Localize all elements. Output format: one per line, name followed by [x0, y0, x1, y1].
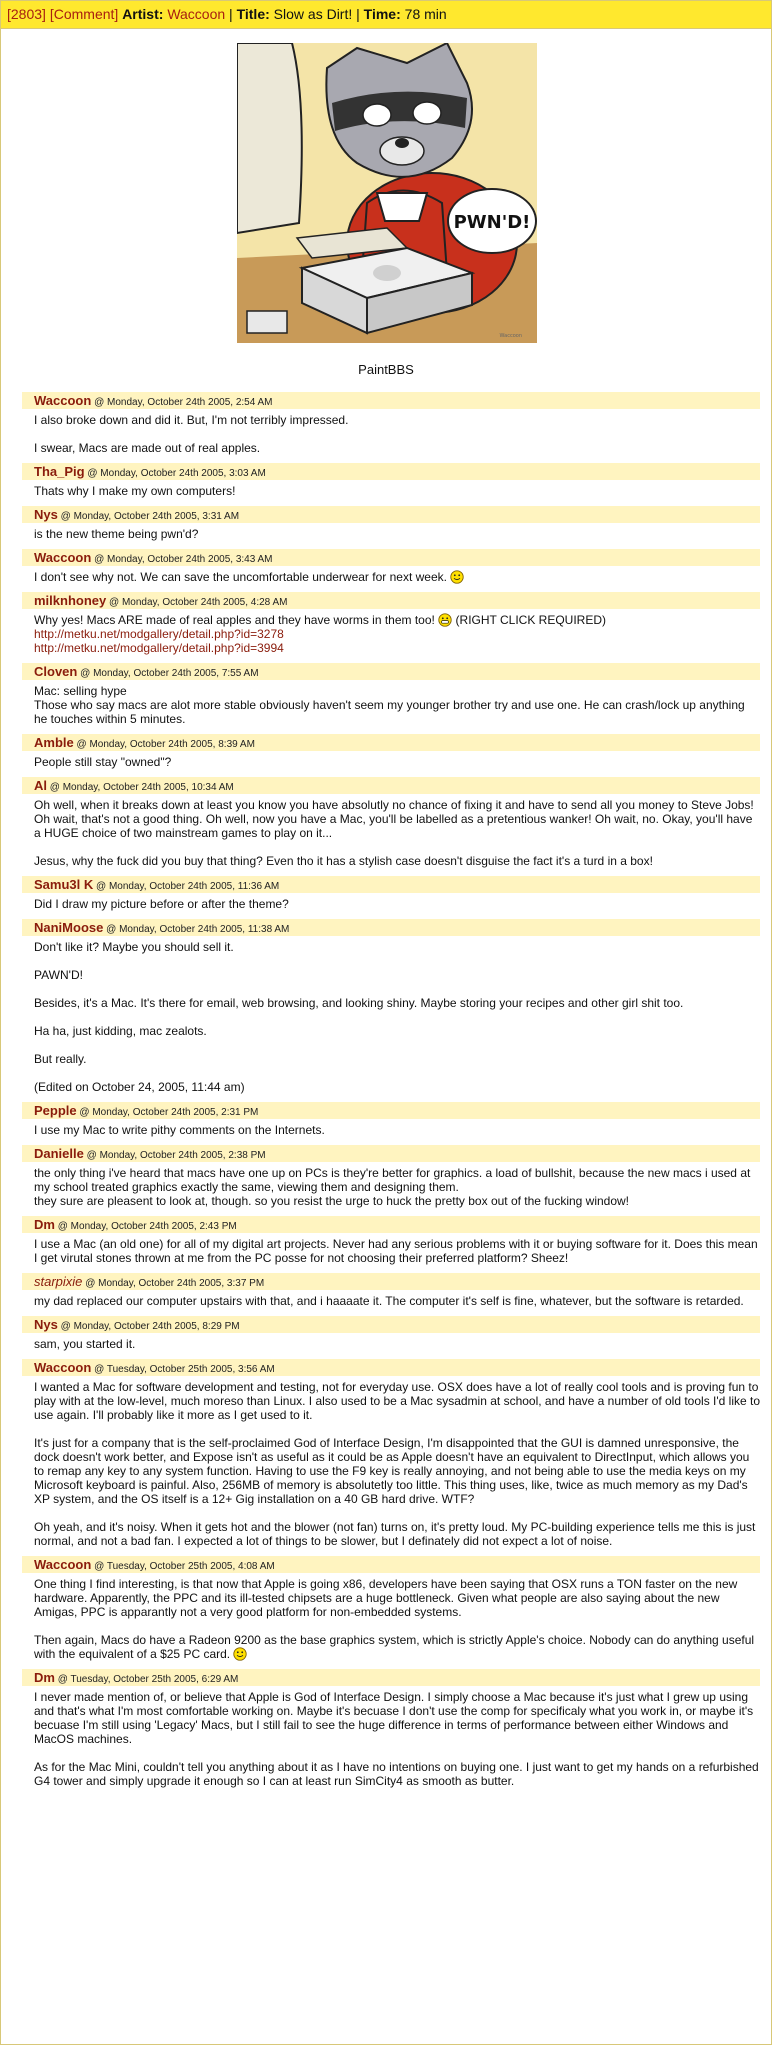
comment-header: Waccoon @ Monday, October 24th 2005, 2:54 AM: [22, 392, 760, 409]
comment-line: (Edited on October 24, 2005, 11:44 am): [34, 1080, 245, 1094]
comment-date: Monday, October 24th 2005, 2:38 PM: [99, 1150, 266, 1161]
comment-body: [22, 1162, 760, 1208]
comment-line: As for the Mac Mini, couldn't tell you anything about it as I have no intentions on buying one. I just want to get my hands on a refurbished G4 tower and simply upgrade it enough so I can at least run SimCity4 as smooth as butter.: [34, 1760, 759, 1788]
comment-text: [34, 1633, 760, 1661]
comment-author[interactable]: Waccoon: [34, 550, 92, 565]
art-cable-box: [247, 311, 287, 333]
comment-author[interactable]: starpixie: [34, 1274, 83, 1289]
comment-line: Those who say macs are alot more stable obviously haven't seem my younger brother try and use one. He can crash/lock up anything he touches within 5 minutes.: [34, 698, 745, 726]
comment-text: [34, 1080, 760, 1094]
comment-header: Al @ Monday, October 24th 2005, 10:34 AM: [22, 777, 760, 794]
comment-text: [34, 798, 760, 840]
paragraph-gap: [34, 1038, 760, 1052]
comment-body: [22, 566, 760, 584]
comment-line: they sure are pleasent to look at, though. so you resist the urge to huck the pretty box out of the fucking window!: [34, 1194, 630, 1208]
comment-link[interactable]: http://metku.net/modgallery/detail.php?id=3994: [34, 641, 284, 655]
comment-text: [34, 1520, 760, 1548]
comment-text: [34, 1380, 760, 1422]
comment-body: [22, 893, 760, 911]
grin-smiley-icon: [438, 613, 452, 627]
art-speech-text: PWN'D!: [453, 212, 531, 233]
comment-text: [34, 996, 760, 1010]
comment-header: milknhoney @ Monday, October 24th 2005, 4:28 AM: [22, 592, 760, 609]
comment-line: One thing I find interesting, is that now that Apple is going x86, developers have been saying that OSX runs a TON faster on the new hardware. Apparently, the PPC and its ill-tested chipsets are a huge bottleneck. Given what people are also saying about the new Amigas, PPC is apparantly not a very good platform for non-embedded systems.: [34, 1577, 738, 1619]
comment-text: [34, 1577, 760, 1619]
paragraph-gap: [34, 840, 760, 854]
comment-line: Then again, Macs do have a Radeon 9200 as the base graphics system, which is strictly Apple's choice. Nobody can do anything useful with the equivalent of a $25 PC card.: [34, 1633, 755, 1661]
comment-author[interactable]: NaniMoose: [34, 920, 104, 935]
comment-text: [34, 1123, 760, 1137]
comment-line: Ha ha, just kidding, mac zealots.: [34, 1024, 207, 1038]
comment-text: [34, 1760, 760, 1788]
paragraph-gap: [34, 1746, 760, 1760]
comment-author[interactable]: Samu3l K: [34, 877, 94, 892]
comment-date: Monday, October 24th 2005, 2:43 PM: [70, 1221, 237, 1232]
comment-date: Tuesday, October 25th 2005, 6:29 AM: [70, 1674, 239, 1685]
comment-header: Dm @ Monday, October 24th 2005, 2:43 PM: [22, 1216, 760, 1233]
comment: [22, 549, 760, 584]
comment-author[interactable]: Dm: [34, 1217, 55, 1232]
comment-header: Samu3l K @ Monday, October 24th 2005, 11:36 AM: [22, 876, 760, 893]
comment-line: I use a Mac (an old one) for all of my digital art projects. Never had any serious problems with it or buying software for it. Does this mean I get virutal stones thrown at me from the PC posse for not choosing their preferred platform? Sheez!: [34, 1237, 758, 1265]
comment-header: Nys @ Monday, October 24th 2005, 3:31 AM: [22, 506, 760, 523]
comment-text: [34, 968, 760, 982]
paragraph-gap: [34, 1506, 760, 1520]
comment-line: I wanted a Mac for software development and testing, not for everyday use. OSX does have a lot of really cool tools and is proving fun to play with at the low-level, much moreso than Linux. I also used to be a Mac sysadmin at school, and have a number of old tools I'd like to use again. I'll probably like it more as I get used to it.: [34, 1380, 761, 1422]
comment: [22, 1216, 760, 1265]
header-separator: |: [229, 6, 233, 22]
comment-date: Monday, October 24th 2005, 3:03 AM: [100, 468, 266, 479]
comment-date: Monday, October 24th 2005, 11:38 AM: [119, 924, 290, 935]
comment-author[interactable]: Danielle: [34, 1146, 84, 1161]
comment-header: Pepple @ Monday, October 24th 2005, 2:31 PM: [22, 1102, 760, 1119]
comment-author[interactable]: Waccoon: [34, 1557, 92, 1572]
header-separator: |: [356, 6, 360, 22]
paragraph-gap: [34, 1066, 760, 1080]
comment-link-row: [34, 641, 760, 655]
artwork-title: Slow as Dirt!: [273, 6, 353, 22]
comment-header: Waccoon @ Monday, October 24th 2005, 3:43 AM: [22, 549, 760, 566]
comment-line: Did I draw my picture before or after the theme?: [34, 897, 289, 911]
artwork-caption: PaintBBS: [358, 362, 414, 377]
artist-link[interactable]: Waccoon: [167, 6, 226, 22]
comment: [22, 1316, 760, 1351]
comment-header: starpixie @ Monday, October 24th 2005, 3:37 PM: [22, 1273, 760, 1290]
comment-date: Monday, October 24th 2005, 8:29 PM: [73, 1321, 240, 1332]
comment-line: Oh well, when it breaks down at least you know you have absolutly no chance of fixing it and have to send all you money to Steve Jobs! Oh wait, that's not a good thing. Oh well, now you have a Mac, you'll be labelled as a pretentious wanker! Oh wait, no. Okay, you'll have a HUGE choice of two mainstream games to play on it...: [34, 798, 754, 840]
comment-text: [34, 1436, 760, 1506]
comment-body: [22, 1290, 760, 1308]
comment-text: [34, 1237, 760, 1265]
comment: [22, 506, 760, 541]
comment-link-row: [34, 627, 760, 641]
comment-line: I swear, Macs are made out of real apples.: [34, 441, 261, 455]
comment-line: I never made mention of, or believe that Apple is God of Interface Design. I simply choose a Mac because it's just what I grew up using and that's what I'm most comfortable working on. Maybe it's becuase I don't use the comp for specificaly what you work in, or maybe it's becuase I'm still using 'Legacy' Macs, but I still fail to see the huge difference in terms of performance between either Windows and MacOS machines.: [34, 1690, 754, 1746]
comment-body: [22, 523, 760, 541]
comment-link[interactable]: [Comment]: [49, 6, 119, 22]
comment-header: NaniMoose @ Monday, October 24th 2005, 11:38 AM: [22, 919, 760, 936]
comment-date: Monday, October 24th 2005, 11:36 AM: [108, 881, 280, 892]
comment-date: Monday, October 24th 2005, 3:37 PM: [98, 1278, 265, 1289]
comment-author[interactable]: Waccoon: [34, 393, 92, 408]
comment-line: I don't see why not. We can save the uncomfortable underwear for next week.: [34, 570, 447, 584]
comment-line: Why yes! Macs ARE made of real apples and they have worms in them too!: [34, 613, 435, 627]
time-label: Time:: [363, 6, 401, 22]
comment-date: Monday, October 24th 2005, 3:43 AM: [107, 554, 273, 565]
comment-line: Besides, it's a Mac. It's there for email, web browsing, and looking shiny. Maybe storing your recipes and other girl shit too.: [34, 996, 684, 1010]
comment-text: [34, 684, 760, 698]
art-eye-right: [413, 102, 441, 124]
post-id-link[interactable]: [2803]: [7, 6, 46, 22]
comment-body: [22, 409, 760, 455]
comment-author[interactable]: Tha_Pig: [34, 464, 85, 479]
comment-date: Monday, October 24th 2005, 4:28 AM: [121, 597, 288, 608]
comment-body: [22, 1686, 760, 1788]
comment-author[interactable]: Amble: [34, 735, 74, 750]
comment-author[interactable]: Waccoon: [34, 1360, 92, 1375]
comment-date: Monday, October 24th 2005, 2:31 PM: [92, 1107, 259, 1118]
comment-text: [34, 1052, 760, 1066]
comment-date: Monday, October 24th 2005, 3:31 AM: [73, 511, 240, 522]
comment-line: But really.: [34, 1052, 87, 1066]
comment-line: Mac: selling hype: [34, 684, 127, 698]
comment-author[interactable]: Nys: [34, 1317, 58, 1332]
comment-line: sam, you started it.: [34, 1337, 136, 1351]
comment-body: [22, 1573, 760, 1661]
comment-body: [22, 609, 760, 655]
comment-header: Waccoon @ Tuesday, October 25th 2005, 4:08 AM: [22, 1556, 760, 1573]
paragraph-gap: [34, 1422, 760, 1436]
comment-line: PAWN'D!: [34, 968, 83, 982]
comment: [22, 392, 760, 455]
comment-line: my dad replaced our computer upstairs with that, and i haaaate it. The computer it's self is fine, whatever, but the software is retarded.: [34, 1294, 744, 1308]
comment: [22, 777, 760, 868]
paragraph-gap: [34, 1619, 760, 1633]
art-eye-left: [363, 104, 391, 126]
comment-text: [34, 897, 760, 911]
paragraph-gap: [34, 954, 760, 968]
comment: [22, 1556, 760, 1661]
comment-body: [22, 936, 760, 1094]
comment-date: Tuesday, October 25th 2005, 4:08 AM: [106, 1561, 275, 1572]
comment-header: Nys @ Monday, October 24th 2005, 8:29 PM: [22, 1316, 760, 1333]
comment: [22, 734, 760, 769]
comment: [22, 919, 760, 1094]
comments-list: [22, 392, 760, 1796]
comment-author[interactable]: Pepple: [34, 1103, 77, 1118]
art-nose: [395, 138, 409, 148]
comment-text: [34, 441, 760, 455]
art-monitor: [237, 43, 302, 233]
comment-body: [22, 1119, 760, 1137]
comment-author[interactable]: milknhoney: [34, 593, 107, 608]
comment-line: the only thing i've heard that macs have one up on PCs is they're better for graphics. a load of bullshit, because the new macs i used at my school treated graphics exactly the same, viewing them and designing them.: [34, 1166, 751, 1194]
comment-text: [34, 613, 760, 627]
comment-text: [34, 854, 760, 868]
comment-note: (RIGHT CLICK REQUIRED): [455, 613, 607, 627]
paragraph-gap: [34, 427, 760, 441]
comment-text: [34, 1294, 760, 1308]
smiley-icon: [450, 570, 464, 584]
comment: [22, 1145, 760, 1208]
comment-date: Monday, October 24th 2005, 10:34 AM: [62, 782, 234, 793]
comment-author[interactable]: Al: [34, 778, 47, 793]
comment-link[interactable]: http://metku.net/modgallery/detail.php?id=3278: [34, 627, 284, 641]
paragraph-gap: [34, 982, 760, 996]
comment-line: Jesus, why the fuck did you buy that thing? Even tho it has a stylish case doesn't disguise the fact it's a turd in a box!: [34, 854, 653, 868]
art-collar: [377, 193, 427, 221]
comment-body: [22, 680, 760, 726]
comment-text: [34, 755, 760, 769]
comment-line: Thats why I make my own computers!: [34, 484, 236, 498]
comment-date: Monday, October 24th 2005, 8:39 AM: [89, 739, 255, 750]
comment-date: Tuesday, October 25th 2005, 3:56 AM: [106, 1364, 275, 1375]
comment-line: It's just for a company that is the self-proclaimed God of Interface Design, I'm disappointed that the GUI is damned unresponsive, the dock doesn't work better, and Expose isn't as useful as it could be as Apple doesn't have an equivalent to DirectInput, which allows you to remap any key to any system function. Having to use the F9 key is really annoying, and not being able to use the media keys on my Microsoft keyboard is painful. Also, 256MB of memory is absolutetly too little. This thing uses, like, twice as much memory as my Dad's XP system, and the OS itself is a 12+ Gig installation on a 40 GB hard drive. WTF?: [34, 1436, 750, 1506]
comment: [22, 463, 760, 498]
comment-text: [34, 570, 760, 584]
comment-text: [34, 1194, 760, 1208]
comment-body: [22, 751, 760, 769]
draw-time: 78 min: [404, 6, 447, 22]
comment-text: [34, 1166, 760, 1194]
comment-line: Oh yeah, and it's noisy. When it gets hot and the blower (not fan) turns on, it's pretty loud. My PC-building experience tells me this is just normal, and not a bad fan. I expected a lot of things to be slower, but I definately did not expect a lot of noise.: [34, 1520, 756, 1548]
comment-text: [34, 413, 760, 427]
comment-body: [22, 794, 760, 868]
comment-header: Tha_Pig @ Monday, October 24th 2005, 3:03 AM: [22, 463, 760, 480]
comment: [22, 876, 760, 911]
comment-date: Monday, October 24th 2005, 7:55 AM: [93, 668, 259, 679]
comment-author[interactable]: Dm: [34, 1670, 55, 1685]
comment-body: [22, 480, 760, 498]
comment-line: People still stay "owned"?: [34, 755, 172, 769]
comment: [22, 592, 760, 655]
comment-author[interactable]: Nys: [34, 507, 58, 522]
comment-text: [34, 484, 760, 498]
comment-date: Monday, October 24th 2005, 2:54 AM: [107, 397, 273, 408]
artist-label: Artist:: [122, 6, 164, 22]
title-label: Title:: [236, 6, 270, 22]
comment-text: [34, 940, 760, 954]
comment-body: [22, 1376, 760, 1548]
comment-text: [34, 1337, 760, 1351]
comment: [22, 663, 760, 726]
comment-line: I also broke down and did it. But, I'm not terribly impressed.: [34, 413, 349, 427]
comment-text: [34, 1024, 760, 1038]
comment-line: is the new theme being pwn'd?: [34, 527, 199, 541]
header-bar: [1, 1, 771, 29]
comment-text: [34, 698, 760, 726]
comment-header: Cloven @ Monday, October 24th 2005, 7:55 AM: [22, 663, 760, 680]
comment-line: Don't like it? Maybe you should sell it.: [34, 940, 234, 954]
artwork-image: [237, 43, 537, 343]
comment: [22, 1102, 760, 1137]
comment-text: [34, 527, 760, 541]
comment-text: [34, 1690, 760, 1746]
comment-author[interactable]: Cloven: [34, 664, 78, 679]
comment-header: Dm @ Tuesday, October 25th 2005, 6:29 AM: [22, 1669, 760, 1686]
art-signature: Waccoon: [499, 333, 522, 339]
comment-line: I use my Mac to write pithy comments on the Internets.: [34, 1123, 325, 1137]
comment: [22, 1273, 760, 1308]
apple-logo-icon: [373, 265, 401, 281]
comment-header: Amble @ Monday, October 24th 2005, 8:39 AM: [22, 734, 760, 751]
comment-body: [22, 1333, 760, 1351]
paragraph-gap: [34, 1010, 760, 1024]
comment: [22, 1669, 760, 1788]
smiley-icon: [233, 1647, 247, 1661]
comment-body: [22, 1233, 760, 1265]
comment-header: Waccoon @ Tuesday, October 25th 2005, 3:56 AM: [22, 1359, 760, 1376]
comment: [22, 1359, 760, 1548]
comment-header: Danielle @ Monday, October 24th 2005, 2:38 PM: [22, 1145, 760, 1162]
